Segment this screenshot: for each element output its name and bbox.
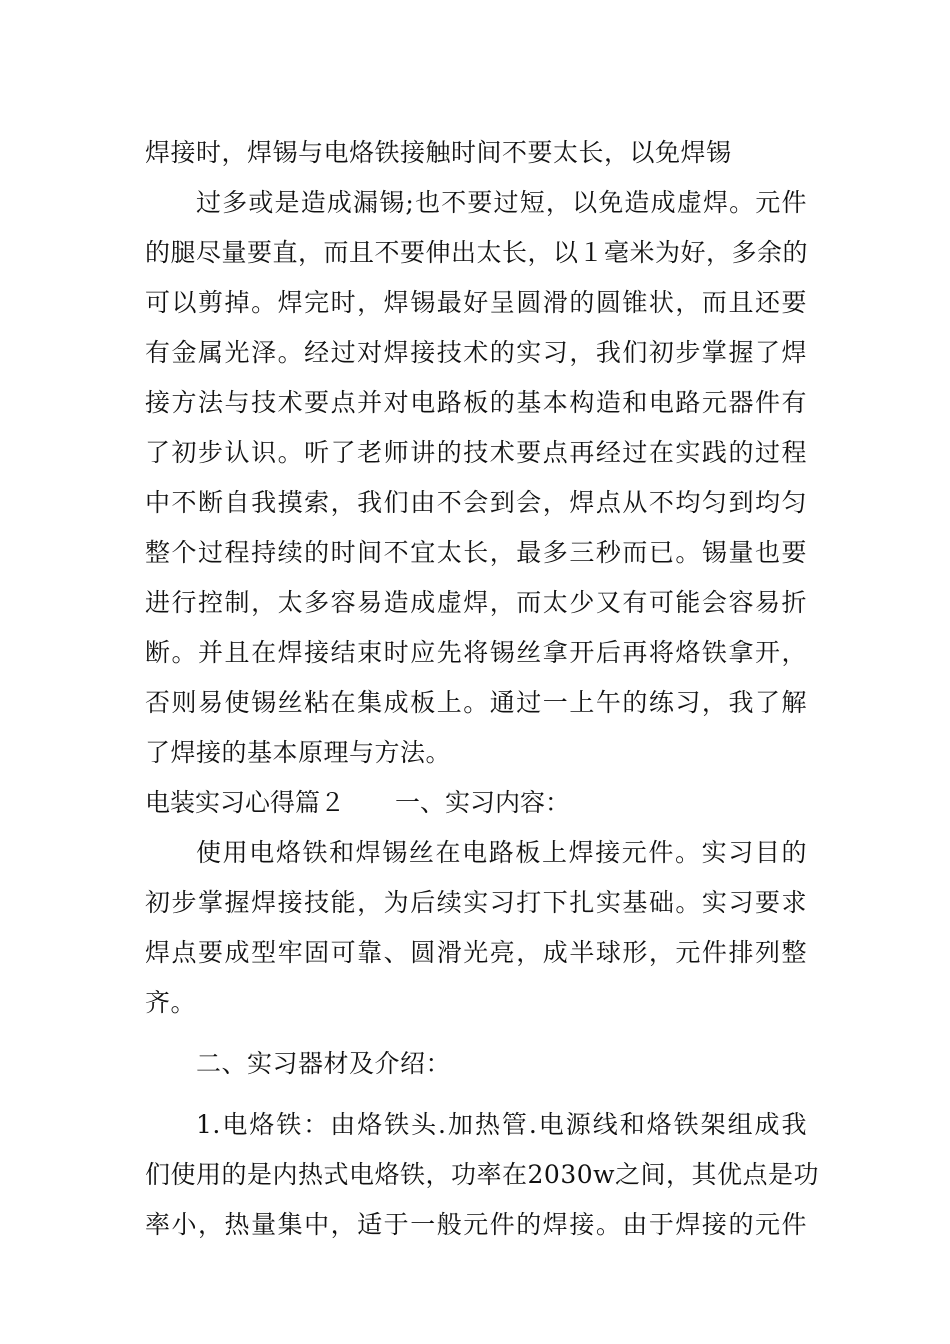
- paragraph-2: [145, 178, 807, 778]
- text-line: 焊接时，焊锡与电烙铁接触时间不要太长，以免焊锡: [145, 138, 732, 167]
- section-1-title: 一、实习内容：: [395, 788, 571, 817]
- paragraph-gap: [145, 1028, 807, 1039]
- text-line: 使用电烙铁和焊锡丝在电路板上焊接元件。实习目的: [196, 838, 807, 867]
- text-line: 否则易使锡丝粘在集成板上。通过一上午的练习，我了解: [145, 688, 807, 717]
- text-line: 进行控制，太多容易造成虚焊，而太少又有可能会容易折: [145, 588, 807, 617]
- text-line: 了初步认识。听了老师讲的技术要点再经过在实践的过程: [145, 438, 807, 467]
- text-line: 1.电烙铁：由烙铁头.加热管.电源线和烙铁架组成我: [196, 1110, 807, 1139]
- text-line: 们使用的是内热式电烙铁，功率在2030w之间，其优点是功: [145, 1160, 820, 1189]
- document-page: [145, 128, 820, 1250]
- text-line: 中不断自我摸索，我们由不会到会，焊点从不均匀到均匀: [145, 488, 807, 517]
- text-line: 接方法与技术要点并对电路板的基本构造和电路元器件有: [145, 388, 807, 417]
- text-line: 初步掌握焊接技能，为后续实习打下扎实基础。实习要求: [145, 888, 807, 917]
- text-line: 齐。: [145, 988, 197, 1017]
- text-line: 率小，热量集中，适于一般元件的焊接。由于焊接的元件: [145, 1210, 807, 1239]
- paragraph-4: [145, 1100, 820, 1250]
- paragraph-gap: [145, 1089, 807, 1100]
- section-heading: [145, 778, 807, 828]
- paragraph-1: [145, 128, 807, 178]
- text-line: 焊点要成型牢固可靠、圆滑光亮，成半球形，元件排列整: [145, 938, 807, 967]
- text-line: 断。并且在焊接结束时应先将锡丝拿开后再将烙铁拿开，: [145, 638, 807, 667]
- text-line: 过多或是造成漏锡;也不要过短，以免造成虚焊。元件: [196, 188, 807, 217]
- text-line: 可以剪掉。焊完时，焊锡最好呈圆滑的圆锥状，而且还要: [145, 288, 807, 317]
- text-line: 的腿尽量要直，而且不要伸出太长，以１毫米为好，多余的: [145, 238, 809, 267]
- article-title: 电装实习心得篇２: [145, 788, 346, 817]
- section-2-title: 二、实习器材及介绍：: [196, 1049, 452, 1078]
- paragraph-3: [145, 828, 807, 1028]
- text-line: 整个过程持续的时间不宜太长，最多三秒而已。锡量也要: [145, 538, 807, 567]
- text-line: 有金属光泽。经过对焊接技术的实习，我们初步掌握了焊: [145, 338, 807, 367]
- text-line: 了焊接的基本原理与方法。: [145, 738, 452, 767]
